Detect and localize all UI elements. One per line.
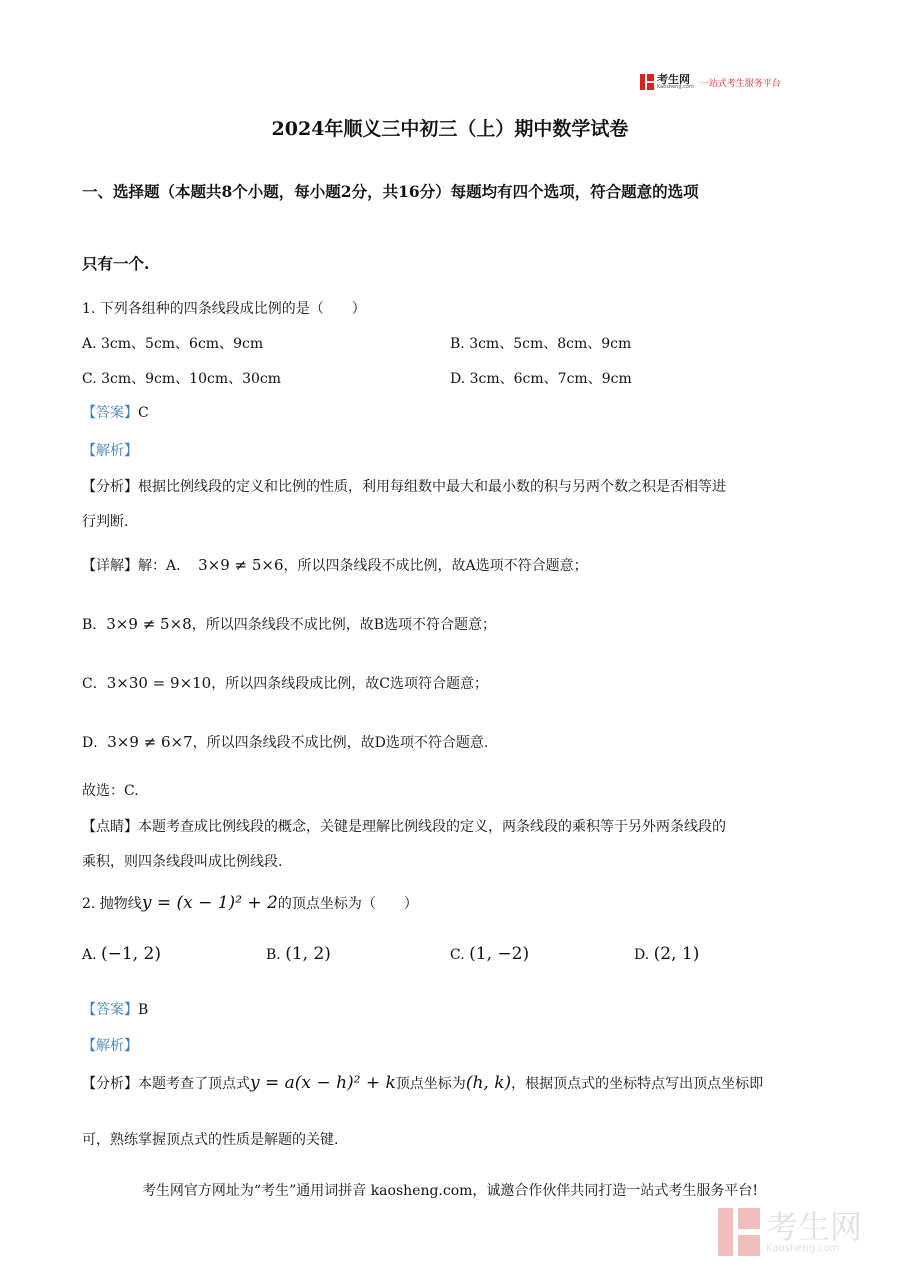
q1-detail-a-math: 3×9 ≠ 5×6 (198, 556, 284, 574)
q2-option-c-math: (1, −2) (469, 944, 530, 964)
q2-fenxi-math2: (h, k) (465, 1073, 512, 1093)
q1-analysis-tag: 【解析】 (82, 443, 138, 459)
q2-option-c (450, 944, 529, 964)
q1-dianjing-line2: 乘积，则四条线段叫成比例线段. (82, 854, 283, 870)
q2-fenxi-math1: y = a(x − h)² + k (250, 1073, 396, 1093)
q2-option-b-math: (1, 2) (285, 944, 331, 964)
q1-detail-d (82, 732, 488, 752)
q1-detail-d-math: 3×9 ≠ 6×7 (107, 733, 193, 751)
q2-fenxi-prefix: 本题考查了顶点式 (138, 1076, 250, 1092)
q1-detail-c-prefix: C． (82, 676, 107, 692)
q2-option-a-label: A. (82, 947, 97, 963)
logo-name: 考生网 (657, 73, 690, 86)
q1-fenxi-line2: 行判断. (82, 514, 129, 530)
q2-answer-tag: 【答案】 (82, 1002, 138, 1018)
page-footer: 考生网官方网址为“考生”通用词拼音 kaosheng.com，诚邀合作伙伴共同打造一站式考生服务平台! (141, 1183, 759, 1199)
q2-analysis-tag: 【解析】 (82, 1038, 138, 1054)
q1-detail-b (82, 614, 496, 634)
logo-domain: Kaosheng.com (657, 84, 694, 90)
q1-choice: 故选：C. (82, 783, 139, 799)
q2-option-c-label: C. (450, 947, 465, 963)
q1-fenxi-text1: 根据比例线段的定义和比例的性质，利用每组数中最大和最小数的积与另两个数之积是否相等进 (138, 479, 726, 495)
q1-dianjing-text1: 本题考查成比例线段的概念，关键是理解比例线段的定义，两条线段的乘积等于另外两条线段的 (138, 819, 726, 835)
q2-fenxi-mid: 顶点坐标为 (395, 1076, 466, 1092)
q2-fenxi-line1 (82, 1073, 763, 1093)
q2-option-d (634, 944, 699, 964)
q2-stem-math: y = (x − 1)² + 2 (141, 893, 278, 913)
q2-fenxi-tag: 【分析】 (82, 1076, 138, 1092)
q1-option-c: C. 3cm、9cm、10cm、30cm (82, 371, 282, 387)
q1-detail-a-text: ，所以四条线段不成比例，故A选项不符合题意； (283, 558, 588, 574)
section-heading-line2: 只有一个. (82, 254, 150, 273)
q2-stem-prefix: 2. 抛物线 (82, 896, 142, 912)
kaosheng-logo-icon (640, 74, 654, 90)
q1-detail-b-text: ，所以四条线段不成比例，故B选项不符合题意； (191, 617, 497, 633)
q1-detail-b-math: 3×9 ≠ 5×8 (106, 615, 192, 633)
q1-answer-tag: 【答案】 (82, 405, 138, 421)
q1-detail-b-prefix: B． (82, 617, 107, 633)
page-title: 2024年顺义三中初三（上）期中数学试卷 (271, 118, 629, 140)
q2-stem (82, 893, 418, 913)
q1-detail-a (82, 555, 588, 575)
watermark-logo (718, 1208, 862, 1256)
q1-detail-d-prefix: D． (82, 735, 108, 751)
q1-fenxi-line1 (82, 476, 726, 496)
q2-fenxi-suffix: ，根据顶点式的坐标特点写出顶点坐标即 (511, 1076, 764, 1092)
section-heading-line1: 一、选择题（本题共8个小题，每小题2分，共16分）每题均有四个选项，符合题意的选项 (82, 182, 699, 201)
q1-fenxi-tag: 【分析】 (82, 479, 138, 495)
q2-option-a (82, 944, 161, 964)
watermark-name: 考生网 (766, 1207, 863, 1246)
q1-detail-c (82, 673, 488, 693)
logo-slogan: 一站式考生服务平台 (699, 78, 781, 89)
q1-detail-tag: 【详解】 (82, 558, 138, 574)
watermark-logo-icon (718, 1208, 760, 1256)
q1-option-d: D. 3cm、6cm、7cm、9cm (450, 371, 632, 387)
watermark-domain: Kaosheng.com (766, 1242, 840, 1254)
q2-option-d-math: (2, 1) (653, 944, 700, 964)
q1-answer-value: C (138, 405, 149, 421)
header-logo (640, 74, 781, 90)
q1-dianjing-tag: 【点睛】 (82, 819, 138, 835)
q2-option-a-math: (−1, 2) (101, 944, 161, 964)
q1-detail-c-math: 3×30 = 9×10 (106, 674, 212, 692)
q1-stem: 1. 下列各组种的四条线段成比例的是（ ） (82, 301, 366, 317)
q1-option-b: B. 3cm、5cm、8cm、9cm (450, 336, 632, 352)
q1-detail-d-text: ，所以四条线段不成比例，故D选项不符合题意. (192, 735, 489, 751)
q2-option-b (266, 944, 331, 964)
q1-option-a: A. 3cm、5cm、6cm、9cm (82, 336, 264, 352)
q2-answer-line (82, 999, 148, 1019)
q2-option-d-label: D. (634, 947, 650, 963)
q1-detail-c-text: ，所以四条线段成比例，故C选项符合题意； (211, 676, 488, 692)
q2-fenxi-line2: 可，熟练掌握顶点式的性质是解题的关键. (82, 1132, 339, 1148)
q2-stem-suffix: 的顶点坐标为（ ） (277, 896, 418, 912)
q2-answer-value: B (138, 1002, 149, 1018)
q1-answer-line (82, 402, 149, 422)
q1-detail-a-prefix: 解：A． (138, 558, 191, 574)
q1-dianjing-line1 (82, 816, 726, 836)
q2-option-b-label: B. (266, 947, 281, 963)
